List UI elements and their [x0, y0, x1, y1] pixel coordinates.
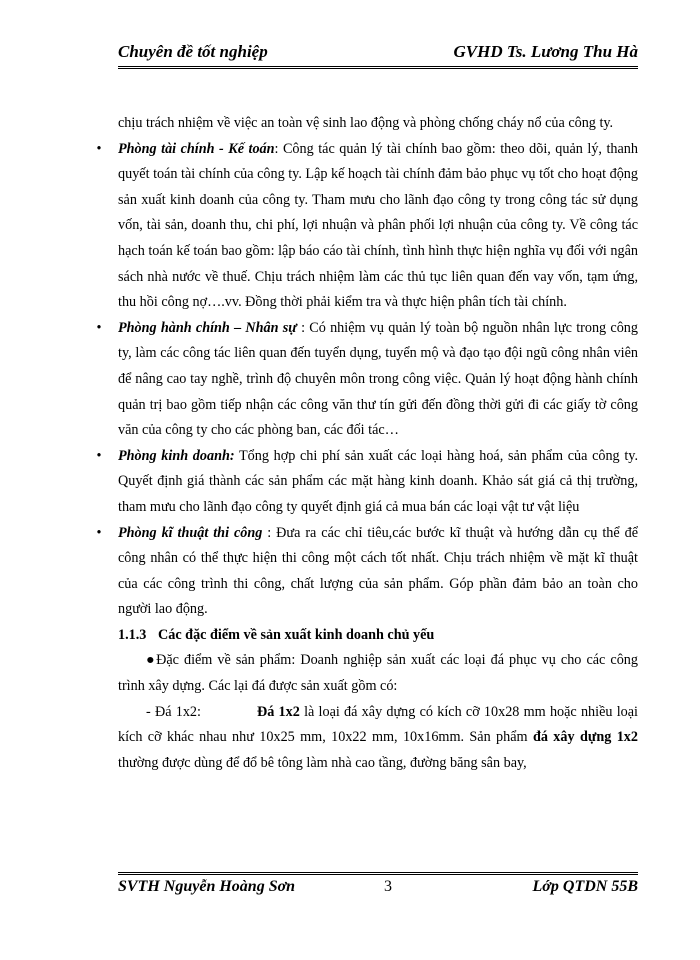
bullet-icon: • — [96, 140, 102, 157]
footer-left: SVTH Nguyễn Hoàng Sơn — [118, 878, 296, 895]
stone-paragraph — [118, 700, 638, 777]
bullet-title: Phòng kĩ thuật thi công — [118, 524, 263, 541]
header-right: GVHD Ts. Lương Thu Hà — [453, 42, 638, 61]
section-heading — [118, 623, 638, 649]
footer-rule — [118, 872, 638, 875]
section-title: Các đặc điểm về sản xuất kinh doanh chủ yếu — [158, 626, 435, 643]
footer-right: Lớp QTDN 55B — [532, 878, 638, 895]
header-left: Chuyên đề tốt nghiệp — [118, 42, 268, 61]
bullet-text: : Có nhiệm vụ quản lý toàn bộ nguồn nhân lực trong công ty, làm các công tác liên quan đến tuyển dụng, tuyển mộ và đạo tạo đội ngũ công nhân viên để nâng cao tay nghề, trình độ chuyên môn trong công việc. Quản lý hoạt động hành chính quản trị bao gồm tiếp nhận các công văn thư tín gửi đến đồng thời gửi đi các giấy tờ công văn của công ty cho các phòng ban, các đối tác… — [118, 319, 638, 439]
document-body — [96, 111, 638, 776]
section-number: 1.1.3 — [118, 626, 147, 643]
bullet-title: Phòng kinh doanh: — [118, 447, 235, 464]
bullet-icon: • — [96, 447, 102, 464]
bullet-title: Phòng tài chính - Kế toán — [118, 140, 275, 157]
bullet-icon: • — [96, 319, 102, 336]
page-number: 3 — [384, 878, 392, 895]
stone-end: thường được dùng để đổ bê tông làm nhà cao tầng, đường băng sân bay, — [118, 754, 527, 771]
bullet-text: : Công tác quản lý tài chính bao gồm: theo dõi, quản lý, thanh quyết toán tài chính của công ty. Lập kế hoạch tài chính đảm bảo phục vụ tốt cho hoạt động sản xuất kinh doanh của công ty. Tham mưu cho lãnh đạo công ty trong công tác sử dụng vốn, tài sản, doanh thu, chi phí, lợi nhuận và phân phối lợi nhuận của công ty. Về công tác hạch toán kế toán bao gồm: lập báo cáo tài chính, tình hình thực hiện nghĩa vụ đối với ngân sách nhà nước về thuế. Chịu trách nhiệm làm các thủ tục liên quan đến vay vốn, tạm ứng, thu hồi công nợ….vv. Đồng thời phải kiểm tra và thực hiện phân tích tài chính. — [118, 140, 638, 311]
bullet-title: Phòng hành chính – Nhân sự — [118, 319, 297, 336]
bullet-business — [96, 444, 638, 521]
page-footer — [118, 878, 638, 902]
bullet-icon: • — [96, 524, 102, 541]
bullet-text: Tổng hợp chi phí sản xuất các loại hàng hoá, sản phẩm của công ty. Quyết định giá thành các sản phẩm các mặt hàng kinh doanh. Khảo sát giá cả thị trường, tham mưu cho lãnh đạo công ty quyết định giá cả mua bán các loại vật tư vật liệu — [118, 447, 638, 515]
bullet-hr — [96, 316, 638, 444]
stone-bold-1: Đá 1x2 — [256, 703, 300, 720]
page-header — [118, 34, 638, 64]
bullet-technical — [96, 521, 638, 623]
bullet-text: : Đưa ra các chỉ tiêu,các bước kĩ thuật và hướng dẫn cụ thể để công nhân có thể thực hiện thi công một cách tốt nhất. Chịu trách nhiệm về mặt kĩ thuật của các công trình thi công, chất lượng của sản phẩm. Góp phần đảm bảo an toàn cho người lao động. — [118, 524, 638, 618]
stone-mid: là loại đá xây dựng có kích cỡ 10x28 mm hoặc nhiều loại kích cỡ khác nhau như 10x25 mm, 10x22 mm, 10x16mm. Sản phẩm — [118, 703, 638, 746]
bullet-finance — [96, 137, 638, 316]
header-rule — [118, 66, 638, 69]
stone-bold-2: đá xây dựng 1x2 — [532, 729, 638, 746]
intro-paragraph: chịu trách nhiệm về việc an toàn vệ sinh lao động và phòng chống cháy nổ của công ty. — [118, 115, 614, 131]
product-paragraph: ●Đặc điểm về sản phẩm: Doanh nghiệp sản xuất các loại đá phục vụ cho các công trình xây dựng. Các lại đá được sản xuất gồm có: — [118, 652, 638, 695]
stone-prefix: - Đá 1x2: — [146, 703, 201, 720]
